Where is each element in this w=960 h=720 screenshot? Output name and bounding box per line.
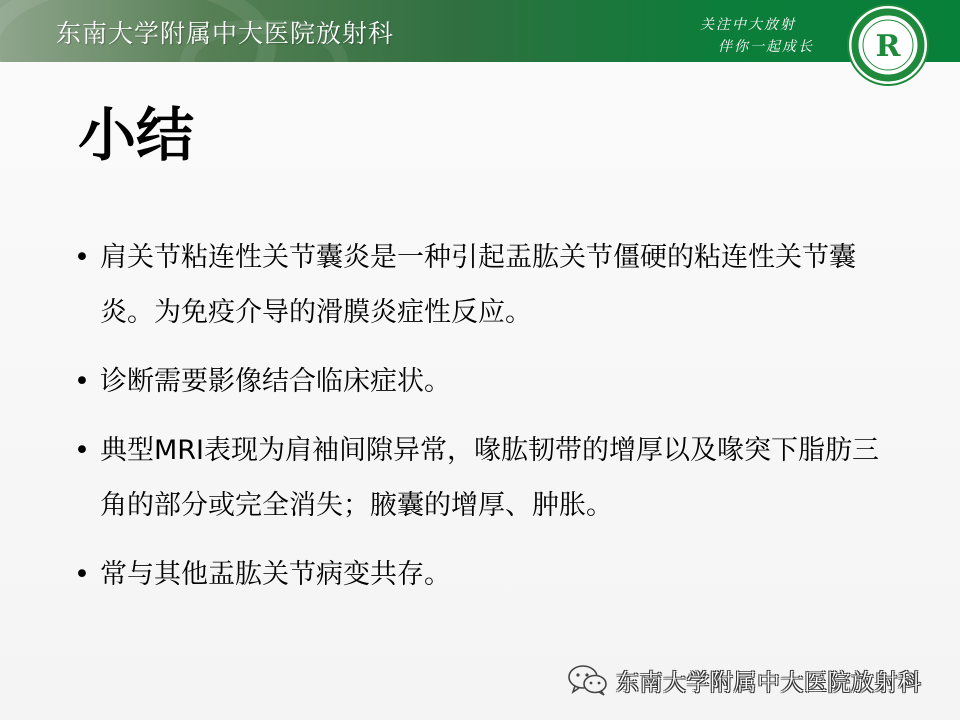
bullet-dot: • (74, 366, 90, 397)
slogan-line-1: 关注中大放射 (700, 17, 796, 33)
bullet-item (74, 423, 904, 533)
bullet-text: 常与其他盂肱关节病变共存。 (100, 559, 451, 590)
hospital-logo-icon (846, 3, 930, 87)
header-title: 东南大学附属中大医院放射科 (56, 19, 395, 48)
bullet-list (74, 230, 904, 616)
bullet-text: 典型MRI表现为肩袖间隙异常，喙肱韧带的增厚以及喙突下脂肪三角的部分或完全消失；腋囊的增厚、肿胀。 (100, 435, 880, 521)
bullet-dot: • (74, 559, 90, 590)
wechat-icon (566, 662, 610, 698)
footer-text: 东南大学附属中大医院放射科 (616, 669, 922, 696)
slide-title: 小结 (78, 101, 195, 169)
bullet-text: 诊断需要影像结合临床症状。 (100, 366, 451, 397)
footer-watermark (566, 660, 922, 700)
bullet-dot: • (74, 435, 90, 466)
bullet-text: 肩关节粘连性关节囊炎是一种引起盂肱关节僵硬的粘连性关节囊炎。为免疫介导的滑膜炎症性反应。 (100, 242, 856, 328)
bullet-item (74, 547, 904, 602)
slogan-line-2: 伴你一起成长 (718, 39, 814, 55)
header-banner (0, 0, 960, 62)
bullet-item (74, 230, 904, 340)
bullet-dot: • (74, 242, 90, 273)
logo-letter: R (875, 29, 901, 64)
bullet-item (74, 354, 904, 409)
